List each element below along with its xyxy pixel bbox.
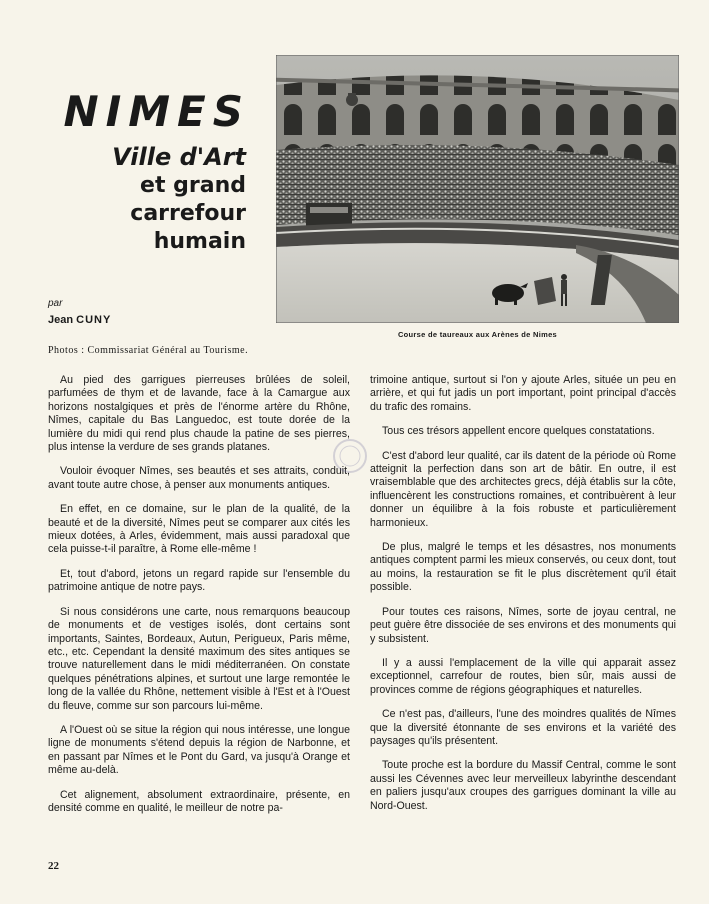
author-first-name: Jean [48, 314, 74, 326]
byline-par: par [48, 298, 63, 309]
bullfight-illustration [276, 55, 679, 323]
paragraph: En effet, en ce domaine, sur le plan de la qualité, de la beauté et de la diversité, Nîmes peut se comparer aux cités les mieux dotées, à Arles, évidemment, mais aussi paradoxal que cela puisse-t-il paraître, à Rome elle-même ! [48, 503, 350, 556]
paragraph: Cet alignement, absolument extraordinaire, présente, en densité comme en qualité, le meilleur de notre pa- [48, 788, 350, 814]
paragraph: Au pied des garrigues pierreuses brûlées de soleil, parfumées de thym et de lavande, face à la Camargue aux horizons nostalgiques et près de l'énorme artère du Rhône, Nîmes, capitale du Bas Languedoc, est toute dorée de la lumière du midi qui rend plus chaude la patine de ses pierres, plus intense la verdure de ses grands platanes. [48, 374, 350, 454]
paragraph: Toute proche est la bordure du Massif Central, comme le sont aussi les Cévennes avec leur merveilleux labyrinthe descendant en paliers jusqu'aux croupes des garrigues dominant la ville au Nord-Ouest. [370, 759, 676, 812]
title-subtitle-carrefour: et grand carrefour humain [130, 173, 246, 254]
paragraph: Ce n'est pas, d'ailleurs, l'une des moindres qualités de Nîmes que la diversité étonnante de ses environs et la variété des paysages qu'ils présentent. [370, 708, 676, 747]
paragraph-continued: trimoine antique, surtout si l'on y ajoute Arles, située un peu en arrière, et qui fut jadis un port important, point principal d'accès du trafic des romains. [370, 374, 676, 413]
paragraph: A l'Ouest où se situe la région qui nous intéresse, une longue ligne de monuments s'étend depuis la région de Narbonne, et en passant par Nîmes et le Pont du Gard, va jusqu'à Orange et même au-delà. [48, 723, 350, 777]
author-last-name: CUNY [76, 314, 112, 326]
article-column-left [48, 374, 350, 826]
paragraph: Si nous considérons une carte, nous remarquons beaucoup de monuments et de vestiges isolés, dont certains sont importants, Saintes, Bordeaux, Autun, Perigueux, Paris même, etc., etc. Cependant la densité maximum des sites antiques se trouve naturellement dans le midi méditerranéen. On constate quelques pénétrations alpines, et surtout une large remontée le long de la vallée du Rhône, nettement visible à l'Est et à l'Ouest du fleuve, comme sur son parcours lui-même. [48, 605, 350, 712]
article-column-right [370, 374, 676, 824]
paragraph: Et, tout d'abord, jetons un regard rapide sur l'ensemble du patrimoine antique de notre pays. [48, 567, 350, 594]
paragraph: C'est d'abord leur qualité, car ils datent de la période où Rome atteignit la perfection dans son art de bâtir. En outre, il est vraisemblable que des architectes grecs, déjà établis sur la côte, influencèrent les constructions romaines, et contribuèrent à leur donner un équilibre à la fois robuste et particulièrement harmonieux. [370, 449, 676, 529]
photo-credit: Photos : Commissariat Général au Tourisme. [48, 345, 249, 356]
paragraph: Vouloir évoquer Nîmes, ses beautés et ses attraits, conduit, avant toute autre chose, à penser aux monuments antiques. [48, 465, 350, 491]
paragraph: Pour toutes ces raisons, Nîmes, sorte de joyau central, ne peut guère être dissociée de ses environs et des monuments qui y subsistent. [370, 605, 676, 645]
paragraph: Il y a aussi l'emplacement de la ville qui apparait assez exceptionnel, carrefour de routes, bien sûr, mais aussi de provinces comme de régions géographiques et naturelles. [370, 656, 676, 696]
photo-caption: Course de taureaux aux Arènes de Nimes [397, 330, 558, 339]
title-main: NIMES [63, 87, 250, 136]
article-title [40, 87, 250, 256]
page-number: 22 [48, 860, 59, 872]
title-subtitle-art: Ville d'Art [112, 143, 246, 171]
paragraph: De plus, malgré le temps et les désastres, nos monuments antiques comptent parmi les mieux conservés, ou ceux dont, tout au moins, la restauration se fit le plus discrètement qu'il était possible. [370, 541, 676, 594]
paragraph: Tous ces trésors appellent encore quelques constatations. [382, 425, 655, 438]
library-stamp-icon [330, 436, 370, 476]
arena-photo [276, 55, 679, 323]
byline [48, 296, 111, 328]
